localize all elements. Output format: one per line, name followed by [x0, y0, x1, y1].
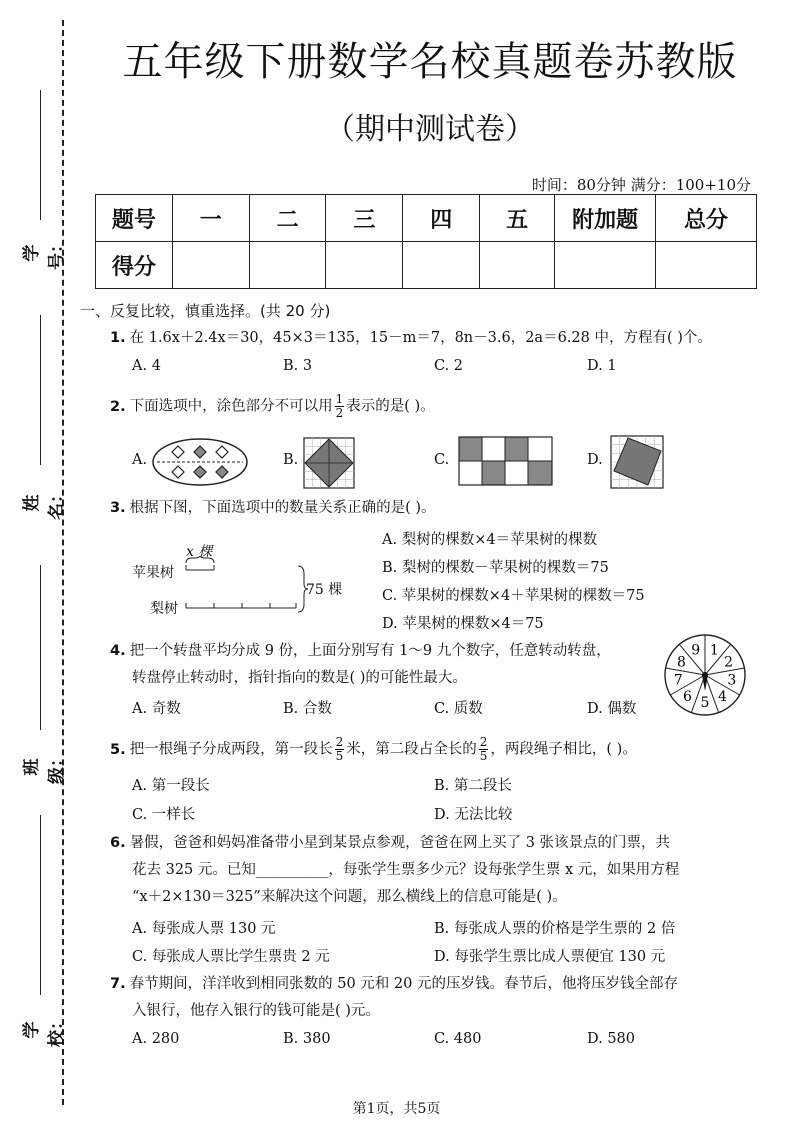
- question-6-line2: 花去 325 元。已知__________，每张学生票多少元？设每张学生票 x 元，如果用方程: [132, 862, 680, 878]
- time-info: 时间：80分钟 满分：100+10分: [531, 176, 751, 194]
- score-table-score-row: [96, 242, 757, 289]
- q6-option-b[interactable]: B. 每张成人票的价格是学生票的 2 倍: [434, 921, 676, 937]
- class-label: 班级：: [22, 750, 67, 784]
- score-header-cell: 一: [172, 195, 249, 242]
- student-id-label: 学号：: [22, 236, 67, 270]
- name-line: [40, 315, 41, 465]
- spinner-hub: [702, 672, 708, 678]
- spinner-number: 8: [676, 654, 686, 671]
- question-number: 5.: [110, 741, 126, 758]
- q5-option-d[interactable]: D. 无法比较: [434, 807, 513, 823]
- spinner-number: 1: [709, 642, 719, 659]
- q2-option-c[interactable]: C.: [434, 452, 450, 468]
- q5-option-c[interactable]: C. 一样长: [132, 807, 196, 823]
- score-header-cell: 四: [403, 195, 480, 242]
- q2-option-a[interactable]: A.: [132, 452, 148, 468]
- question-4: [110, 640, 611, 662]
- page-subtitle: （期中测试卷）: [325, 112, 535, 147]
- q2-figure-b: [303, 437, 355, 489]
- score-cell[interactable]: [403, 242, 480, 289]
- question-6-line3: “x＋2×130＝325”来解决这个问题，那么横线上的信息可能是( )。: [132, 889, 567, 905]
- q7-option-a[interactable]: A. 280: [132, 1031, 180, 1047]
- spinner-number: 5: [700, 695, 710, 712]
- question-text: ，两段绳子相比，( )。: [490, 741, 637, 758]
- spinner-number: 6: [683, 688, 692, 705]
- score-cell[interactable]: [480, 242, 555, 289]
- question-number: 3.: [110, 500, 126, 516]
- score-table: [95, 194, 757, 289]
- score-row-label: 得分: [96, 242, 173, 289]
- q2-figure-d: [610, 435, 664, 489]
- class-line: [40, 565, 41, 730]
- q2-option-b[interactable]: B.: [283, 452, 299, 468]
- diagram-total-label: 75 棵: [306, 582, 343, 598]
- score-header-cell: 附加题: [555, 195, 656, 242]
- score-header-cell: 题号: [96, 195, 173, 242]
- spinner-number: 3: [727, 672, 737, 689]
- binding-dashed-line: [62, 20, 64, 1105]
- q1-option-b[interactable]: B. 3: [283, 358, 313, 374]
- question-5: [110, 736, 637, 763]
- fraction: [479, 736, 489, 763]
- name-label: 姓名：: [22, 486, 67, 520]
- fraction-numerator: 2: [479, 735, 488, 749]
- q3-option-c[interactable]: C. 苹果树的棵数×4＋苹果树的棵数＝75: [382, 588, 645, 604]
- q1-option-d[interactable]: D. 1: [587, 358, 617, 374]
- score-header-cell: 二: [249, 195, 326, 242]
- question-number: 1.: [110, 330, 126, 346]
- school-line: [40, 815, 41, 995]
- q7-option-b[interactable]: B. 380: [283, 1031, 331, 1047]
- q4-option-d[interactable]: D. 偶数: [587, 701, 637, 717]
- question-number: 4.: [110, 643, 126, 659]
- question-3: [110, 497, 436, 519]
- question-7-line2: 入银行，他存入银行的钱可能是( )元。: [132, 1003, 380, 1019]
- question-6: [110, 832, 670, 854]
- question-text: 把一根绳子分成两段，第一段长: [129, 741, 333, 758]
- q4-option-c[interactable]: C. 质数: [434, 701, 483, 717]
- q3-option-d[interactable]: D. 苹果树的棵数×4＝75: [382, 616, 544, 632]
- q3-option-a[interactable]: A. 梨树的棵数×4＝苹果树的棵数: [382, 532, 598, 548]
- section-heading: 一、反复比较，慎重选择。(共 20 分): [80, 302, 331, 320]
- question-text: 表示的是( )。: [346, 398, 435, 415]
- question-text: 暑假，爸爸和妈妈准备带小星到某景点参观，爸爸在网上买了 3 张该景点的门票，共: [129, 835, 671, 851]
- q6-option-a[interactable]: A. 每张成人票 130 元: [132, 921, 276, 937]
- fraction: [335, 736, 345, 763]
- fraction-denominator: 5: [479, 749, 488, 763]
- q3-option-b[interactable]: B. 梨树的棵数－苹果树的棵数＝75: [382, 560, 609, 576]
- score-cell[interactable]: [172, 242, 249, 289]
- question-1: [110, 327, 712, 349]
- score-cell[interactable]: [656, 242, 757, 289]
- q7-option-d[interactable]: D. 580: [587, 1031, 636, 1047]
- question-text: 把一个转盘平均分成 9 份，上面分别写有 1～9 九个数字，任意转动转盘，: [129, 643, 611, 659]
- question-number: 7.: [110, 976, 126, 992]
- score-header-cell: 三: [326, 195, 403, 242]
- question-text: 春节期间，洋洋收到相同张数的 50 元和 20 元的压岁钱。春节后，他将压岁钱全部存: [129, 976, 678, 992]
- q6-option-c[interactable]: C. 每张成人票比学生票贵 2 元: [132, 949, 330, 965]
- diagram-x-label: x 棵: [186, 544, 213, 560]
- spinner-number: 2: [724, 654, 734, 671]
- fraction-denominator: 2: [335, 406, 344, 420]
- score-cell[interactable]: [326, 242, 403, 289]
- fraction-numerator: 1: [335, 392, 344, 406]
- score-header-cell: 五: [480, 195, 555, 242]
- q4-option-b[interactable]: B. 合数: [283, 701, 332, 717]
- question-number: 6.: [110, 835, 126, 851]
- student-id-line: [40, 90, 41, 220]
- fraction-numerator: 2: [335, 735, 344, 749]
- question-7: [110, 973, 678, 995]
- diagram-pear-label: 梨树: [150, 601, 178, 617]
- q7-option-c[interactable]: C. 480: [434, 1031, 482, 1047]
- question-number: 2.: [110, 398, 126, 415]
- q1-option-a[interactable]: A. 4: [132, 358, 161, 374]
- spinner-number: 9: [691, 642, 701, 659]
- q5-option-a[interactable]: A. 第一段长: [132, 778, 210, 794]
- q2-figure-a: [150, 436, 250, 488]
- spinner-number: 7: [673, 672, 683, 689]
- score-cell[interactable]: [555, 242, 656, 289]
- score-table-header-row: [96, 195, 757, 242]
- q1-option-c[interactable]: C. 2: [434, 358, 464, 374]
- q2-option-d[interactable]: D.: [587, 452, 603, 468]
- spinner-number: 4: [718, 688, 727, 705]
- spinner-figure: [662, 632, 748, 718]
- fraction-denominator: 5: [335, 749, 344, 763]
- fraction: [335, 393, 345, 420]
- score-header-cell: 总分: [656, 195, 757, 242]
- question-text: 米，第二段占全长的: [346, 741, 477, 758]
- line-segment-diagram: [180, 556, 310, 616]
- q4-option-a[interactable]: A. 奇数: [132, 701, 181, 717]
- diagram-apple-label: 苹果树: [132, 565, 174, 581]
- q5-option-b[interactable]: B. 第二段长: [434, 778, 512, 794]
- page-title: 五年级下册数学名校真题卷苏教版: [122, 39, 738, 85]
- question-4-line2: 转盘停止转动时，指针指向的数是( )的可能性最大。: [132, 670, 467, 686]
- score-cell[interactable]: [249, 242, 326, 289]
- question-text: 下面选项中，涂色部分不可以用: [129, 398, 333, 415]
- q6-option-d[interactable]: D. 每张学生票比成人票便宜 130 元: [434, 949, 666, 965]
- question-text: 根据下图，下面选项中的数量关系正确的是( )。: [129, 500, 436, 516]
- question-2: [110, 393, 435, 420]
- school-label: 学校：: [22, 1013, 67, 1047]
- q2-figure-c: [458, 436, 554, 486]
- question-text: 在 1.6x＋2.4x＝30，45×3＝135，15－m＝7，8n－3.6，2a＝6.28 中，方程有( )个。: [129, 330, 712, 346]
- page-footer: 第1页，共5页: [352, 1101, 441, 1117]
